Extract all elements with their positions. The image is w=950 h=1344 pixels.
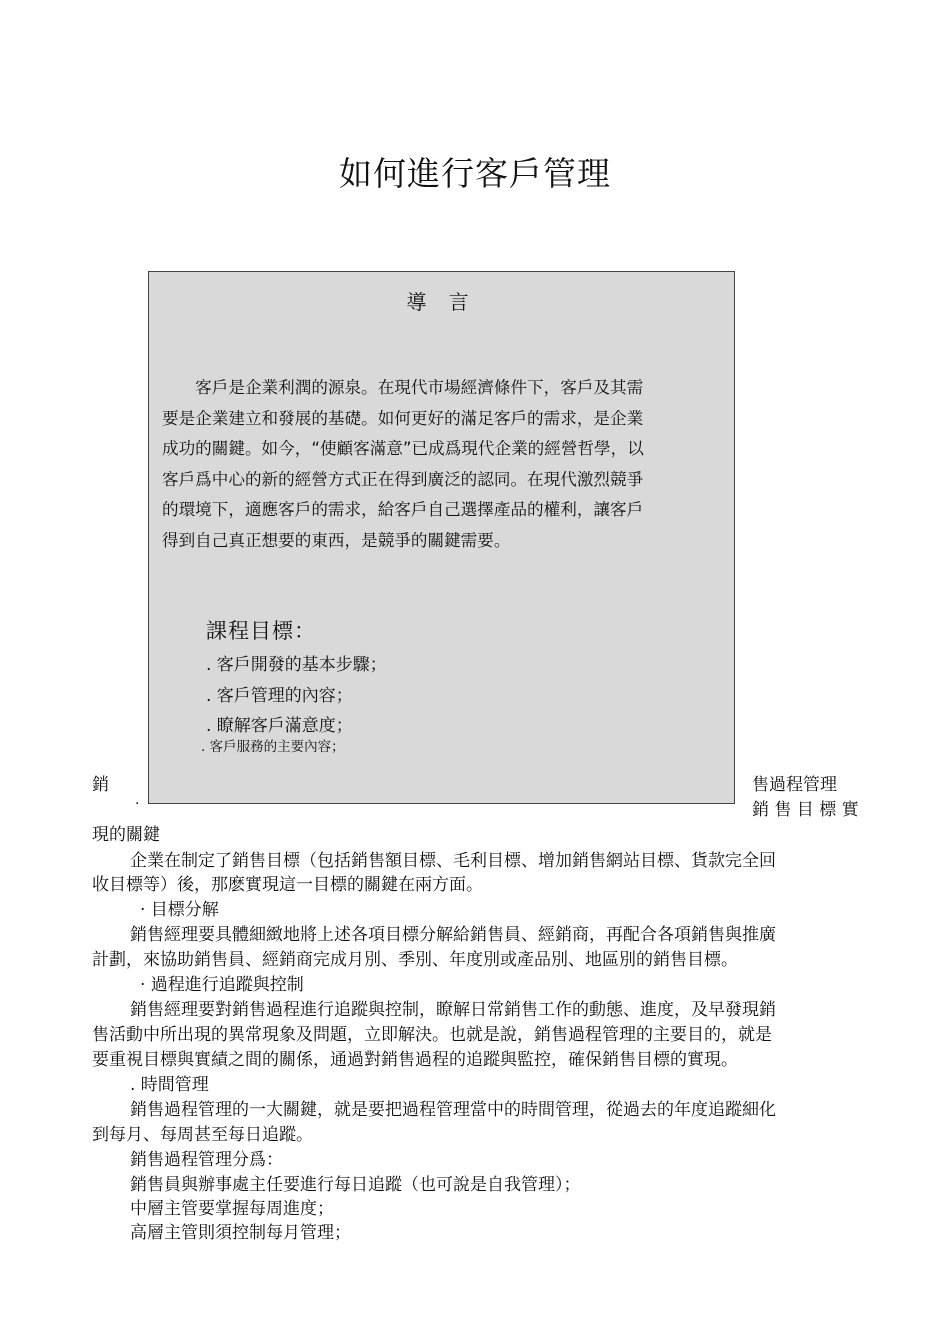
body-line: 現的關鍵 bbox=[92, 825, 160, 845]
intro-line: 客戶是企業利潤的源泉。在現代市場經濟條件下，客戶及其需 bbox=[162, 378, 644, 397]
body-line: 銷售過程管理的一大關鍵，就是要把過程管理當中的時間管理，從過去的年度追蹤細化 bbox=[130, 1100, 776, 1120]
goal-item: . 瞭解客戶滿意度； bbox=[206, 716, 353, 736]
side-dot: · bbox=[135, 796, 140, 812]
goal-item: . 客戶管理的內容； bbox=[206, 686, 353, 706]
intro-paragraph bbox=[162, 373, 644, 556]
intro-line: 客戶爲中心的新的經營方式正在得到廣泛的認同。在現代激烈競爭 bbox=[162, 469, 644, 489]
body-line: · 目標分解 bbox=[140, 900, 219, 920]
body-line: 企業在制定了銷售目標（包括銷售額目標、毛利目標、增加銷售網站目標、貨款完全回 bbox=[130, 851, 776, 871]
intro-line: 得到自己真正想要的東西，是競爭的關鍵需要。 bbox=[162, 530, 511, 550]
body-line: 銷售經理要具體細緻地將上述各項目標分解給銷售員、經銷商，再配合各項銷售與推廣 bbox=[130, 925, 776, 945]
body-line: 售活動中所出現的異常現象及問題，立即解決。也就是說，銷售過程管理的主要目的，就是 bbox=[92, 1025, 772, 1045]
goal-item: . 客戶開發的基本步驟； bbox=[206, 655, 387, 675]
body-line: 銷售員與辦事處主任要進行每日追蹤（也可說是自我管理）； bbox=[130, 1175, 581, 1195]
body-line: 中層主管要掌握每周進度； bbox=[130, 1199, 334, 1219]
body-line: 計劃，來協助銷售員、經銷商完成月別、季別、年度別或產品別、地區別的銷售目標。 bbox=[92, 950, 738, 970]
body-line: 高層主管則須控制每月管理； bbox=[130, 1223, 351, 1243]
goal-item-small: . 客戶服務的主要內容； bbox=[201, 739, 345, 755]
intro-heading: 導 言 bbox=[406, 290, 477, 314]
body-line: 銷售經理要對銷售過程進行追蹤與控制，瞭解日常銷售工作的動態、進度，及早發現銷 bbox=[130, 1000, 776, 1020]
intro-line: 成功的關鍵。如今，“使顧客滿意”已成爲現代企業的經營哲學，以 bbox=[162, 439, 644, 458]
body-line: 到每月、每周甚至每日追蹤。 bbox=[92, 1125, 313, 1145]
body-line: . 時間管理 bbox=[130, 1075, 209, 1095]
body-line: 要重視目標與實績之間的關係，通過對銷售過程的追蹤與監控，確保銷售目標的實現。 bbox=[92, 1050, 738, 1070]
body-line: · 過程進行追蹤與控制 bbox=[140, 975, 304, 995]
page-title: 如何進行客戶管理 bbox=[339, 154, 611, 193]
intro-line: 的環境下，適應客戶的需求，給客戶自己選擇產品的權利，讓客戶 bbox=[162, 500, 644, 519]
side-text-left: 銷 bbox=[92, 775, 109, 795]
body-line: 銷售過程管理分爲： bbox=[130, 1150, 283, 1170]
intro-box bbox=[148, 271, 735, 804]
intro-line: 要是企業建立和發展的基礎。如何更好的滿足客戶的需求，是企業 bbox=[162, 408, 644, 428]
side-text-right-2: 銷 售 目 標 實 bbox=[752, 800, 859, 820]
side-text-right-1: 售過程管理 bbox=[752, 775, 837, 795]
goals-title: 課程目標： bbox=[206, 619, 316, 643]
body-line: 收目標等）後，那麽實現這一目標的關鍵在兩方面。 bbox=[92, 875, 483, 895]
